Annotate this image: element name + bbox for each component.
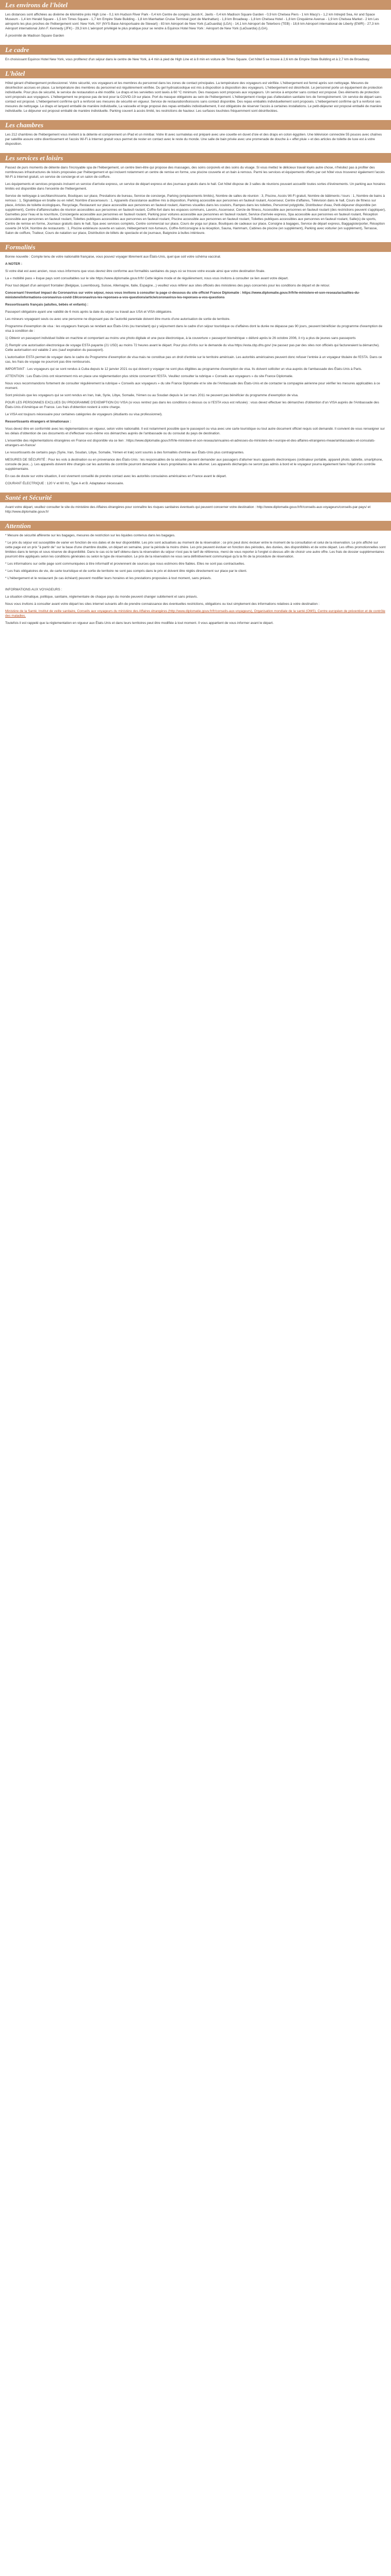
- sante-para-0: Avant votre départ, veuillez consulter le site du ministère des Affaires étrangères pour connaître les risques sanitaires éventuels qui peuvent concerner votre destination : http://www.diplomatie.gouv.fr/fr/conseils-aux-voyageurs/conseils-par-pays/ et http://www.diplomatie.gouv.fr/: [5, 505, 371, 514]
- environs-distances: Les distances sont affichées au dixième de kilomètre près High Line - 0,1 km Hudson River Park - 0,4 km Centre de congrès Jacob K. Javits - 0,4 km Madison Square Garden - 0,9 km Chelsea Piers - 1 km Macy's - 1,2 km Intrepid Sea, Air and Space Museum - 1,4 km Herald Square - 1,5 km Times Square - 1,7 km Empire State Building - 1,8 km Manhattan Cruise Terminal (port de Manhattan) - 1,8 km Broadway - 1,8 km Chelsea Hotel - 1,8 km Cinquième Avenue - 1,9 km Chelsea Market - 2 km Les aéroports les plus proches de l'hébergement sont: New York, NY (NYS-Base Aéroportuaire de Stewart) - 83 km Aéroport de New York (LaGuardia) (LGA) - 14,1 km Aéroport de Teterboro (TEB) - 18,6 km Aéroport international de Liberty (EWR) - 27,3 km Aéroport international John F. Kennedy (JFK) - 29,3 km L'aéroport privilégié le plus pratique pour se rendre à Equinox Hotel New York : Aéroport de New York (LaGuardia) (LGA).: [5, 13, 380, 30]
- formalites-para-7: Passeport obligatoire ayant une validité de 6 mois après la date du séjour ou travail aux USA et VISA obligatoire.: [5, 310, 172, 314]
- section-attention: [0, 521, 391, 632]
- formalites-para-12: L'autorisation ESTA permet de voyager dans le cadre du Programme d'exemption de visa mais ne constitue pas un droit d'entrée sur le territoire américain. Les autorités américaines peuvent donc refuser l'entrée à un voyageur titulaire de l'ESTA. Dans ce cas, les frais de voyage ne pourront pas être remboursés.: [5, 355, 382, 364]
- formalites-para-13: IMPORTANT : Les voyageurs qui se sont rendus à Cuba depuis le 12 janvier 2021 ou qui doivent y voyager ne sont plus éligibles au programme d'exemption de visa. Ils doivent solliciter un visa auprès de l'ambassade des États-Unis à Paris.: [5, 367, 362, 371]
- attention-info-para-1: Nous vous invitons à consulter avant votre départ les sites internet suivants afin de prendre connaissance des éventuelles restrictions, obligations ou tout simplement des informations relatives à votre destination :: [5, 602, 320, 606]
- formalites-para-16: Sont précisés que les voyageurs qui se sont rendus en Iran, Irak, Syrie, Libye, Somalie, Yémen ou au Soudan depuis le 1er mars 2011 ne peuvent pas bénéficier du programme d'exemption de visa.: [5, 394, 299, 397]
- formalites-para-2: Si votre état est avec ancien, nous vous informons que vous devrez être conforme aux formalités sanitaires du pays où se trouve votre escale ainsi que votre destination finale.: [5, 269, 266, 273]
- formalites-para-20: Vous devez être en conformité avec les réglementations en vigueur, selon votre nationalité. Il est notamment possible que le passeport ou visa avec une carte touristique ou tout autre document officiel requis soit demandé. Il convient de vous renseigner sur les délais d'obtention de ces documents et d'effectuer vous-même vos démarches auprès de l'ambassade ou du consulat du pays de destination.: [5, 427, 385, 435]
- formalites-para-1: A NOTER :: [5, 262, 22, 266]
- formalites-para-15: Nous vous recommandons fortement de consulter régulièrement la rubrique « Conseils aux voyageurs » du site France Diplomatie et le site de l'Ambassade des États-Unis et de contacter la compagnie aérienne pour vérifier les mesures applicables à ce moment.: [5, 382, 380, 390]
- formalites-para-11: 2) Remplir une autorisation électronique de voyage ESTA payante (21 USD) au moins 72 heures avant le départ. Pour plus d'infos sur le demande du visa https://esta.cbp.dhs.gov/ (ne passez pas par des sites non officiels qui factureraient la démarche). Cette autorisation est valable 2 ans (sauf expiration du passeport).: [5, 344, 380, 352]
- formalites-para-3: La « mobilité pass » lisque pays sont consultables sur le site https://www.diplomatie.gouv.fr/fr/ Cette légère mode et de régulièrement, nous vous invitons à consulter ce lien avant votre départ.: [5, 277, 289, 280]
- formalites-para-8: Les mineurs voyageant seuls ou avec une personne ne disposant pas de l'autorité parentale doivent être munis d'une autorisation de sortie de territoire.: [5, 317, 231, 321]
- section-environs: [0, 0, 391, 45]
- section-body-environs: [0, 10, 391, 45]
- spacer: [5, 583, 386, 587]
- formalites-para-9: Programme d'exemption de visa : les voyageurs français se rendant aux États-Unis (ou transitant) qui y séjournent dans le cadre d'un séjour touristique ou d'affaires dont la durée ne dépasse pas 90 jours, peuvent bénéficier du programme d'exemption de visa à condition de :: [5, 325, 383, 333]
- cadre-text: En choisissant Equinox Hotel New York, vous profiterez d'un séjour dans le centre de New York, à 4 min à pied de High Line et à 8 min en voiture de Times Square. Cet hôtel 5 se trouve à 2,6 km de Empire State Building et à 2,7 km de Broadway.: [5, 58, 370, 61]
- formalites-para-14: ATTENTION : Les États-Unis ont récemment mis en place une réglementation plus stricte concernant l'ESTA. Veuillez consulter la rubrique « Conseils aux voyageurs » du site France Diplomatie.: [5, 375, 294, 378]
- formalites-para-24: En cas de doute sur votre situation, il est vivement conseillé de prendre contact avec les autorités consulaires américaines en France avant le départ.: [5, 474, 227, 478]
- formalites-para-10: 1) Obtenir un passeport individuel lisible en machine et comportant au moins une photo digitale et une puce électronique, à la couverture « passeport biométrique » délivré après le 26 octobre 2006, il n'y a plus de jeunes sans passeports: [5, 336, 356, 340]
- section-body-formalites: [0, 252, 391, 493]
- section-title-services: Les services et loisirs: [0, 153, 391, 163]
- page: [0, 0, 391, 632]
- chambres-text: Les 212 chambres de l'hébergement vous invitent à la détente et comprennent un iPad et un minibar. Votre lit avec surmatelas est préparé avec une couette en duvet d'oie et des draps en coton égyptien. Une télévision connectée 55 pouces avec chaînes par satellite assure votre divertissement et l'accès Wi-Fi à Internet gratuit vous permet de rester en contact avec le reste du monde. Une salle de bain privée avec une promenade de douche à « effet pluie » et des articles de toilette de luxe est à votre disposition.: [5, 133, 382, 146]
- section-services: [0, 153, 391, 242]
- attention-para-2: * Les informations sur cette page sont communiquées à titre informatif et proviennent de sources que nous estimons être fiables. Elles ne sont pas contractuelles.: [5, 562, 246, 566]
- attention-info-para-0: La situation climatique, politique, sanitaire, réglementaire de chaque pays du monde peuvent changer subitement et sans préavis.: [5, 595, 198, 599]
- formalites-para-6: Ressortissants français (adultes, bébés et enfants) :: [5, 303, 89, 307]
- formalites-para-5: Concernant l'éventuel impact du Coronavirus sur votre séjour, nous vous invitons à consulter la page ci-dessous du site officiel France Diplomatie : https://www.diplomatie.gouv.fr/fr/le-ministere-et-son-reseau/actualites-du-ministere/informations-coronavirus-covid-19/coronavirus-les-reponses-a-vos-questions/article/coronavirus-les-reponses-a-vos-questions: [5, 291, 360, 299]
- formalites-para-0: Bonne nouvelle : Compte tenu de votre nationalité française, vous pouvez voyager librement aux États-Unis, quel que soit votre schéma vaccinal.: [5, 255, 221, 259]
- attention-para-4: * L'hébergement et le restaurant (le cas échéant) peuvent modifier leurs horaires et les prestations proposées à tout moment, sans préavis.: [5, 577, 212, 580]
- section-body-attention: [0, 531, 391, 632]
- attention-para-1: * Le prix du séjour est susceptible de varier en fonction de vos dates et de leur disponibilité. Les prix sont actualisés au moment de la réservation ; ce prix peut donc évoluer entre le moment de la consultation et celui de la réservation. Le prix affiché sur cette page est un prix "à partir de" sur la base d'une chambre double, un départ en semaine, pour la période la moins chère. Les prix peuvent évoluer en fonction des périodes, des durées, des disponibilités et de votre départ. Les offres promotionnelles sont limitées dans le temps et sous réserve de disponibilité. Dans le cas où le tarif obtenu dans la réservation du séjour n'est pas le tarif de référence, merci de vous reporter à l'onglet ci-dessus afin de choisir une autre offre. Les frais de dossier supplémentaires pourront être appliqués selon les conditions générales ou selon le type de réservation. Le prix de la réservation ne vous sera définitivement communiqué qu'à la fin de la procédure de réservation.: [5, 541, 386, 558]
- section-cadre: [0, 45, 391, 69]
- section-title-hotel: L'hôtel: [0, 69, 391, 78]
- attention-info-title: INFORMATIONS AUX VOYAGEURS :: [5, 588, 62, 591]
- attention-links[interactable]: Ministère de la Santé, Institut de veille sanitaire, Conseils aux voyageurs du ministère des Affaires étrangères (http://www.diplomatie.gouv.fr/fr/conseils-aux-voyageurs), Organisation mondiale de la santé (OMS), Centre européen de prévention et de contrôle des maladies.: [5, 609, 385, 618]
- environs-nearby: À proximité de Madison Square Garden: [5, 34, 64, 38]
- section-title-sante: Santé et Sécurité: [0, 493, 391, 502]
- formalites-para-22: Le ressortissants de certains pays (Syrie, Iran, Soudan, Libye, Somalie, Yémen et Irak) sont soumis à des formalités d'entrée aux États-Unis plus contraignantes.: [5, 451, 245, 454]
- services-list: Service de nettoyage à sec/blanchisserie, Boutiques sur place, Prestations de bureau, Service de concierge, Parking (emplacements limités), Nombre de salles de réunion : 3, Piscine, Accès Wi-Fi gratuit, Nombre de bâtiments / tours : 1, Nombre de bains à remous : 1, Signalétique en braille ou en relief, Nombre d'ascenseurs : 1, Appareils d'assistance auditive mis à disposition, Parking accessible aux personnes en fauteuil roulant, Ascenseur, Centre d'affaires, Télévision dans le hall, Cours de fitness sur place, Articles de toilette écologiques, Recyclage, Restaurant sur place accessible aux personnes en fauteuil roulant, Alarmes visuelles dans les couloirs, Rampes dans les toilettes, Personnel polyglotte, Distributeur d'eau, Petit-déjeuner disponible (en supplément), Centre d'affaires/salles de réunion accessibles aux personnes en fauteuil roulant, Coffre-fort dans les espaces communs, Lavoirs, Ascenseur, Cercle de fitness, Accessible aux personnes en fauteuil roulant (des restrictions peuvent s'appliquer), Garnettes pour l'eau et la nourriture, Conciergerie accessible aux personnes en fauteuil roulant, Parking pour voitures accessible aux personnes en fauteuil roulant, Service d'arrivée express, Spa accessible aux personnes en fauteuil roulant, Réception accessible aux personnes en fauteuil roulant, Toilettes publiques accessibles aux personnes en fauteuil roulant, Piscine accessible aux personnes en fauteuil roulant, Toilettes publiques accessibles aux personnes en fauteuil roulant, Salle(s) de sports, Centre de remise en forme, Journaux gratuits dans le hall, Spa avec services complets, Centre commercial sur place, Cours de yoga sur place, Boutiques de cadeaux sur place, Consigne à bagages, Service de départ express, Baggagiste/porter, Réception ouverte 24 h/24, Nombre de restaurants : 1, Piscine extérieure ouverte en saison, Hébergement non-fumeurs, Coffre-fort/consigne à la réception, Sauna, Hammam, Cabines de piscine (en supplément), Parking avec voiturier (en supplément), Terrasse, Salon de coiffure, Traiteur, Cours de natation sur place, Distribution de billets de spectacle et de journaux, Baignoire à bulles intérieure.: [5, 194, 386, 235]
- section-title-chambres: Les chambres: [0, 120, 391, 130]
- attention-para-3: * Les frais obligatoires de vie, de carte touristique et de sortie de territoire ne sont pas compris dans le prix et doivent être réglés directement sur place par le client.: [5, 569, 247, 573]
- services-intro: Passez de purs moments de détente dans l'incroyable spa de l'hébergement, un centre bien-être qui propose des massages, des soins corporels et des soins du visage. Si vous mettez le délicieux travail loyés autre chose, n'hésitez pas à profiter des nombreuses infrastructures de loisirs proposées par l'hébergement et qui incluent notamment un centre de remise en forme, une piscine couverte et un bain à remous. Parmi les services et équipements offerts par cet hôtel vous trouverez également l'accès Wi-Fi à Internet gratuit, un service de concierge et un salon de coiffure.: [5, 166, 385, 179]
- formalites-para-4: Pour tout départ d'un aéroport frontalier (Belgique, Luxembourg, Suisse, Allemagne, Italie, Espagne...) veuillez vous référer aux sites officiels des ministères des pays concernés pour les conditions de départ et de retour.: [5, 284, 330, 287]
- section-body-cadre: [0, 55, 391, 69]
- formalites-para-19: Ressortissants étrangers et binationaux :: [5, 420, 71, 423]
- section-title-cadre: Le cadre: [0, 45, 391, 55]
- section-body-chambres: [0, 130, 391, 153]
- formalites-para-21: L'ensemble des réglementations étrangères en France est disponible via ce lien : https://www.diplomatie.gouv.fr/fr/le-ministere-et-son-reseau/annuaires-et-adresses-du-ministere-de-l-europe-et-des-affaires-etrangeres-meae/ambassades-et-consulats-etrangers-en-france/: [5, 439, 376, 447]
- section-body-hotel: [0, 78, 391, 120]
- section-title-environs: Les environs de l'hôtel: [0, 0, 391, 10]
- hotel-text: Hôtel gérant d'hébergement professionnel. Votre sécurité, vos voyageurs et les membres du personnel dans les zones de contact principales. La température des voyageurs est vérifiée. L'hébergement est fermé après son nettoyage. Mesures de désinfection accrues en place. La température des membres du personnel est régulièrement vérifiée. Du gel hydroalcoolique est mis à disposition à disposition des voyageurs. L'hébergement est désinfecté. Le personnel porte un équipement de protection individuelle. Pour plus de sécurité, le service de restauration a été modifié. Le draps et les serviettes sont lavés à 60 °C minimum. Des masques sont proposés aux voyageurs. Un service à emporter sans contact est proposé. Des éléments de protection sont proposés aux voyageurs. L'hébergement ne propose pas de test pour la COVID-19 sur place. Port du masque obligatoire au sein de l'hébergement. L'hébergement n'exige pas d'attestation sanitaire lors de l'enregistrement. Un service de départ sans contact est proposé. L'hébergement confirme qu'il a renforcé ses mesures de sécurité en vigueur. Service de restauration/boissons sans contact disponible. Des repas emballés individuellement sont proposés. L'hébergement confirme qu'il a renforcé ses mesures de nettoyage. Le draps et lanyard emballé de manière individuelle, La vaisselle et linge proposé des repas emballés individuellement, Il est obligatoire de réserver l'accès à certaines installations. Le petit-déjeuner est proposé emballé de manière individuelle. Le déjeuner est proposé emballé de manière individuelle. Parking couvert à accès limité, les restrictions de hauteur. Les surfaces touchées fréquemment sont désinfectées.: [5, 81, 383, 113]
- attention-footer: Toutefois il est rappelé que la réglementation en vigueur aux États-Unis et dans leurs territoires peut être modifiée à tout moment. Il vous appartient de vous informer avant le départ.: [5, 621, 274, 625]
- formalites-para-18: Le VISA est toujours nécessaire pour certaines catégories de voyageurs (étudiants ou visa professionnel).: [5, 413, 162, 416]
- services-equipment: Les équipements et services proposés incluent un service d'arrivée express, un service de départ express et des journaux gratuits dans le hall. Cet hôtel dispose de 3 salles de réunions pouvant accueillir toutes sortes d'événements. Un parking aux horaires limités est disponible dans l'enceinte de l'hébergement.: [5, 182, 386, 191]
- section-body-sante: [0, 502, 391, 521]
- attention-para-0: * Mesure de sécurité afférente sur les bagages, mesures de restriction sur les liquides contenus dans les bagages.: [5, 534, 175, 537]
- formalites-para-25: COURANT ÉLECTRIQUE : 120 V et 60 Hz, Type A et B. Adaptateur nécessaire.: [5, 482, 124, 485]
- formalites-para-17: POUR LES PERSONNES EXCLUES DU PROGRAMME D'EXEMPTION DU VISA (si vous rentrez pas dans les conditions ci-dessus ou si l'ESTA vous est refusée) : vous devez effectuer les démarches d'obtention d'un VISA auprès de l'Ambassade des États-Unis d'Amérique en France. Les frais d'obtention restent à votre charge.: [5, 401, 379, 409]
- section-title-formalites: Formalités: [0, 242, 391, 252]
- section-hotel: [0, 69, 391, 120]
- section-body-services: [0, 163, 391, 242]
- section-chambres: [0, 120, 391, 153]
- section-sante: [0, 493, 391, 521]
- section-title-attention: Attention: [0, 521, 391, 531]
- formalites-para-23: MESURES DE SÉCURITÉ : Pour les vols à destination ou en provenance des États-Unis : les responsables de la sécurité peuvent demander aux passagers d'allumer leurs appareils électroniques (ordinateur portable, appareil photo, tablette, smartphone, console de jeux...). Les appareils doivent être chargés car les autorités de contrôle pourront demander à leurs propriétaires de les allumer. Les appareils déchargés ne seront pas admis à bord et le voyageur pourra également faire l'objet d'un contrôle supplémentaire.: [5, 458, 383, 471]
- section-formalites: [0, 242, 391, 493]
